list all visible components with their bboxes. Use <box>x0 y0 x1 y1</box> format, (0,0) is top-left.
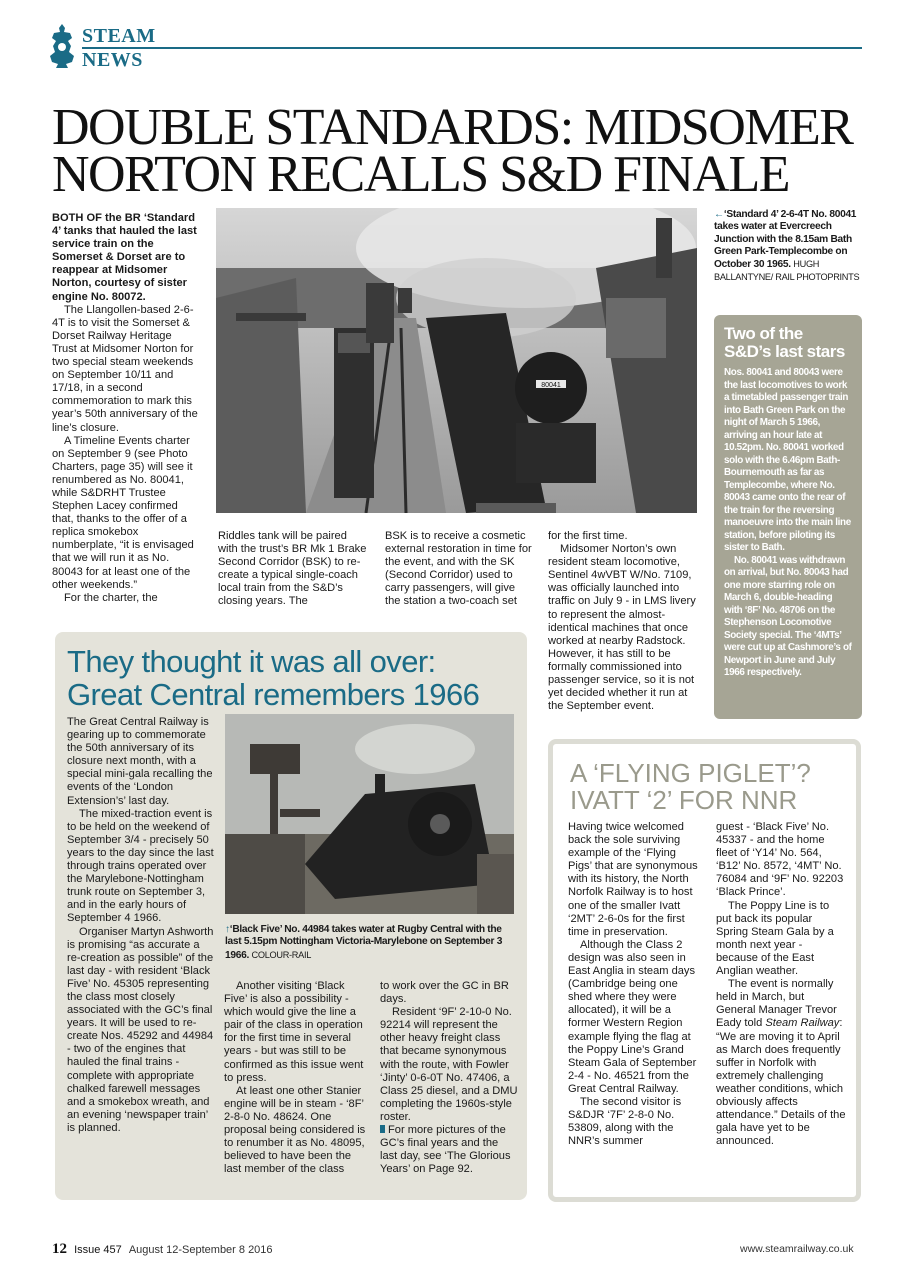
piglet-paragraph: The second visitor is S&DJR ‘7F’ 2-8-0 No. 53809, along with the NNR’s summer <box>568 1095 682 1148</box>
main-article-paragraph: Midsomer Norton’s own resident steam locomotive, Sentinel 4wVBT W/No. 7109, was officially launched into traffic on July 9 - in LMS livery to represent the almost-identical machines that once worked at nearby Radstock. However, it has still to be formally commissioned into passenger service, so it is not yet decided whether it run at the September event. <box>548 543 696 713</box>
main-headline <box>52 99 872 203</box>
great-central-col1 <box>67 716 215 1135</box>
piglet-col1 <box>568 821 700 1148</box>
arrow-left-icon: ← <box>714 209 724 220</box>
main-article-col2 <box>218 530 368 609</box>
main-article-paragraph: for the first time. <box>548 530 628 542</box>
piglet-headline-line1: A ‘FLYING PIGLET’? <box>570 758 811 788</box>
piglet-col2 <box>716 821 846 1148</box>
rugby-central-photo <box>225 714 514 914</box>
main-article-paragraph: The Llangollen-based 2-6-4T is to visit the Somerset & Dorset Railway Heritage Trust at Midsomer Norton for two special steam weekends on September 10/11 and 17/18, in a second commemoration to mark this year’s 50th anniversary of the line’s closure. <box>52 303 198 434</box>
piglet-paragraph <box>716 978 846 1148</box>
gc-photo-caption-text: ‘Black Five’ No. 44984 takes water at Rugby Central with the last 5.15pm Nottingham Victoria-Marylebone on September 3 1966. <box>225 924 503 961</box>
great-central-paragraph: The Great Central Railway is gearing up to commemorate the 50th anniversary of its closure next month, with a special mini-gala recalling the events of the ‘London Extension’s’ last day. <box>67 716 213 807</box>
arrow-up-icon: ↑ <box>225 924 230 935</box>
section-label-line2: NEWS <box>82 49 143 71</box>
sidebar-box <box>714 315 862 719</box>
great-central-paragraph: to work over the GC in BR days. <box>380 980 509 1006</box>
header-rule <box>82 47 862 49</box>
main-headline-line2: NORTON RECALLS S&D FINALE <box>52 146 790 203</box>
great-central-paragraph: At least one other Stanier engine will be in steam - ‘8F’ 2-8-0 No. 48624. One proposal being considered is to renumber it as No. 48095, believed to have been the last member of the class <box>224 1084 366 1176</box>
piglet-paragraph: Although the Class 2 design was also seen in East Anglia in steam days (Cambridge being one shed where they were allocated), it will be a former Western Region example flying the flag at the Poppy Line’s Grand Steam Gala of September 2-4 - No. 46521 from the Great Central Railway. <box>568 938 697 1095</box>
great-central-paragraph: The mixed-traction event is to be held on the weekend of September 3/4 - precisely 50 years to the day since the last through trains operated over the Marylebone-Nottingham trunk route on September 3, and in the early hours of September 4 1966. <box>67 807 214 925</box>
publication-name: Steam Railway <box>765 1017 840 1030</box>
main-photo-caption <box>714 209 864 285</box>
great-central-paragraph: For more pictures of the GC’s final years and the last day, see ‘The Glorious Years’ on Page 92. <box>380 1124 511 1176</box>
sidebar-paragraph: Nos. 80041 and 80043 were the last locomotives to work a timetabled passenger train into Bath Green Park on the night of March 5 1966, arriving an hour late at 10.52pm. No. 80041 worked solo with the 6.46pm Bath-Bournemouth as far as Templecombe, where No. 80043 came onto the rear of the train for the reversing manoeuvre into the main line station, before piloting its sister to Bath. <box>724 367 851 553</box>
great-central-headline-line1: They thought it was all over: <box>67 644 436 679</box>
sidebar-title-line2: S&D’s last stars <box>724 342 845 361</box>
piglet-paragraph-part: : “We are moving it to April as March does frequently suffer in Norfolk with extremely challenging weather conditions, which obviously affects attendance.” Details of the gala have yet to be announced. <box>716 1017 846 1148</box>
gc-photo-credit: COLOUR-RAIL <box>251 949 312 960</box>
footer-website: www.steamrailway.co.uk <box>740 1243 854 1255</box>
sidebar-paragraph: No. 80041 was withdrawn on arrival, but No. 80043 had one more starring role on March 6, double-heading with ‘8F’ No. 48706 on the Stephenson Locomotive Society special. The ‘4MTs’ were cut up at Cashmore’s of Newport in June and July 1966 respectively. <box>724 554 852 678</box>
great-central-headline <box>67 645 517 711</box>
sidebar-title <box>724 325 852 361</box>
main-photo-caption-text: ‘Standard 4’ 2-6-4T No. 80041 takes water at Evercreech Junction with the 8.15am Bath Green Park-Templecombe on October 30 1965. <box>714 209 857 271</box>
main-article-paragraph: For the charter, the <box>64 591 158 604</box>
sidebar-body <box>724 367 852 680</box>
great-central-col3 <box>380 980 518 1176</box>
issue-number: Issue 457 <box>74 1244 122 1256</box>
evercreech-photo <box>216 208 697 513</box>
great-central-paragraph: Resident ‘9F’ 2-10-0 No. 92214 will represent the other heavy freight class that became synonymous with the route, with Fowler ‘Jinty’ 0-6-0T No. 47406, a Class 25 diesel, and a DMU completing the 1960s-style roster. <box>380 1006 518 1123</box>
smokebox-number: 80041 <box>541 382 561 389</box>
piglet-paragraph: The Poppy Line is to put back its popular Spring Steam Gala by a month next year - because of the East Anglian weather. <box>716 899 834 978</box>
main-photo-credit: HUGH BALLANTYNE/ RAIL PHOTOPRINTS <box>714 259 860 283</box>
steam-badge-icon <box>44 22 80 70</box>
piglet-headline <box>570 760 850 814</box>
section-label-line1: STEAM <box>82 25 156 47</box>
main-headline-line1: DOUBLE STANDARDS: MIDSOMER <box>52 99 853 156</box>
piglet-paragraph: guest - ‘Black Five’ No. 45337 - and the home fleet of ‘Y14’ No. 564, ‘B12’ No. 8572, ‘4MT’ No. 76084 and ‘9F’ No. 92203 ‘Black Prince’. <box>716 821 844 899</box>
main-article-col4 <box>548 530 698 713</box>
great-central-paragraph: Another visiting ‘Black Five’ is also a possibility - which would give the line a pair of the class in operation for the first time in several years - but was still to be confirmed as this issue went to press. <box>224 980 364 1084</box>
great-central-headline-line2: Great Central remembers 1966 <box>67 677 480 712</box>
gc-photo-caption <box>225 924 515 962</box>
piglet-paragraph-part: The event is normally held in March, but General Manager Trevor Eady told <box>716 978 837 1030</box>
main-article-lead: BOTH OF the BR ‘Standard 4’ tanks that hauled the last service train on the Somerset & Dorset are to reappear at Midsomer Norton, courtesy of sister engine No. 80072. <box>52 212 197 303</box>
sidebar-title-line1: Two of the <box>724 324 803 343</box>
main-article-paragraph: A Timeline Events charter on September 9 (see Photo Charters, page 35) will see it renumbered as No. 80041, while S&DRHT Trustee Stephen Lacey confirmed that, thanks to the offer of a replica smokebox numberplate, “it is envisaged that we will run it as No. 80043 for at least one of the other weekends.” <box>52 434 194 591</box>
page-number: 12 <box>52 1241 67 1257</box>
great-central-paragraph: Organiser Martyn Ashworth is promising “as accurate a re-creation as possible” of the last day - with resident ‘Black Five’ No. 45305 representing the class most closely associated with the GC’s final years. It will be used to re-create Nos. 45292 and 44984 - two of the engines that hauled the final trains - complete with appropriate chalked farewell messages and a smokebox wreath, and an evening ‘newspaper train’ is planned. <box>67 925 214 1134</box>
issue-date: August 12-September 8 2016 <box>128 1244 273 1256</box>
main-article-paragraph: Riddles tank will be paired with the trust’s BR Mk 1 Brake Second Corridor (BSK) to re-create a typical single-coach local train from the S&D’s closing years. The <box>218 530 367 608</box>
main-article-paragraph: BSK is to receive a cosmetic external restoration in time for the event, and with the SK (Second Corridor) used to carry passengers, will give the station a two-coach set <box>385 530 532 608</box>
piglet-headline-line2: IVATT ‘2’ FOR NNR <box>570 785 798 815</box>
footer-left <box>52 1241 273 1258</box>
main-article-col3 <box>385 530 533 609</box>
piglet-paragraph: Having twice welcomed back the sole surviving example of the ‘Flying Pigs’ that are synonymous with its history, the North Norfolk Railway is to host one of the smaller Ivatt ‘2MT’ 2-6-0s for the first time in preservation. <box>568 821 698 938</box>
bullet-marker-icon <box>380 1125 385 1133</box>
main-article-col1 <box>52 212 199 605</box>
great-central-col2 <box>224 980 370 1176</box>
